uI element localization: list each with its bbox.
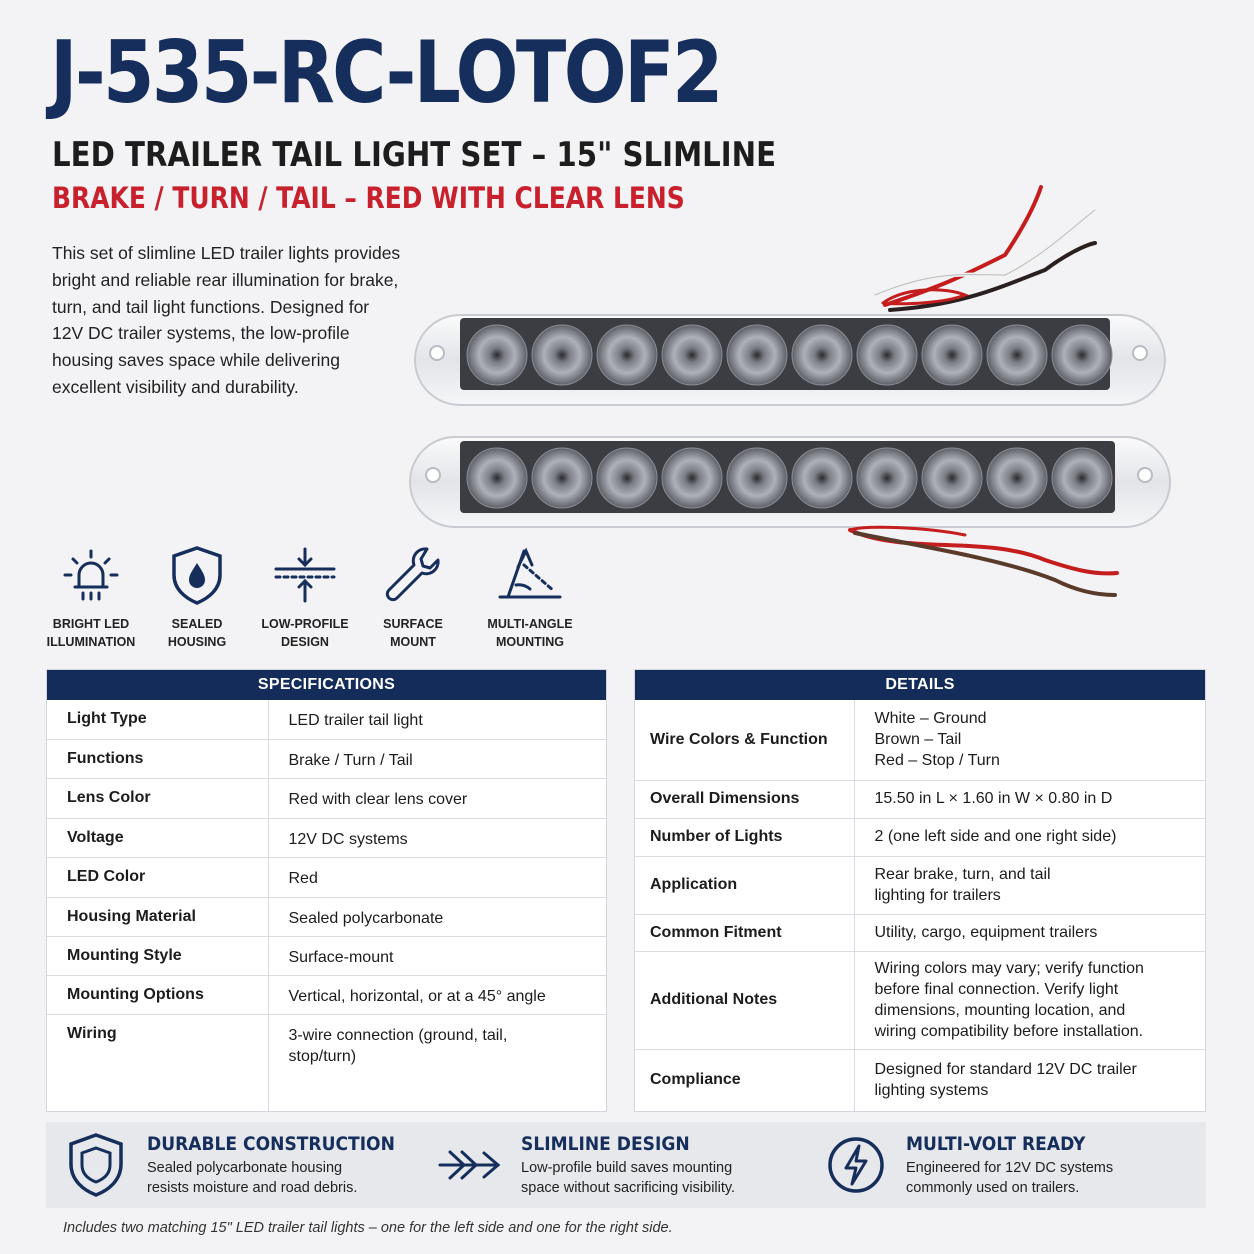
wrench-icon bbox=[383, 545, 443, 605]
highlight-slimline: SLIMLINE DESIGN Low-profile build saves mounting space without sacrificing visibility. bbox=[436, 1122, 816, 1208]
table-row: Light Type LED trailer tail light bbox=[47, 700, 606, 739]
table-row: Application Rear brake, turn, and tail lighting for trailers bbox=[635, 856, 1205, 914]
table-row: Number of Lights 2 (one left side and one right side) bbox=[635, 818, 1205, 856]
top-wires bbox=[875, 187, 1095, 310]
bolt-icon bbox=[826, 1132, 886, 1198]
feature-multi-angle: MULTI-ANGLE MOUNTING bbox=[475, 545, 585, 651]
table-row: LED Color Red bbox=[47, 857, 606, 897]
footnote: Includes two matching 15" LED trailer tail lights – one for the left side and one for the right side. bbox=[63, 1220, 673, 1236]
table-row: Compliance Designed for standard 12V DC trailer lighting systems bbox=[635, 1049, 1205, 1111]
highlight-durable: DURABLE CONSTRUCTION Sealed polycarbonate housing resists moisture and road debris. bbox=[66, 1122, 426, 1208]
table-row: Overall Dimensions 15.50 in L × 1.60 in W × 0.80 in D bbox=[635, 780, 1205, 818]
table-row: Mounting Style Surface-mount bbox=[47, 936, 606, 975]
shield-icon bbox=[66, 1132, 126, 1198]
feature-bright-led: BRIGHT LED ILLUMINATION bbox=[36, 545, 146, 651]
angle-icon bbox=[496, 545, 564, 605]
table-row: Voltage 12V DC systems bbox=[47, 818, 606, 857]
tail-light-top bbox=[415, 315, 1165, 405]
highlights-bar bbox=[46, 1122, 1206, 1208]
intro-paragraph: This set of slimline LED trailer lights provides bright and reliable rear illumination for brake, turn, and tail light functions. Designed for 12V DC trailer systems, the low-profile housing saves space while delivering excellent visibility and durability. bbox=[52, 243, 401, 397]
feature-surface-mount: SURFACE MOUNT bbox=[358, 545, 468, 651]
table-row: Lens Color Red with clear lens cover bbox=[47, 778, 606, 818]
details-heading: DETAILS bbox=[635, 670, 1205, 700]
product-subtitle: BRAKE / TURN / TAIL – RED WITH CLEAR LENS bbox=[52, 181, 685, 215]
feature-low-profile: LOW-PROFILE DESIGN bbox=[250, 545, 360, 651]
product-sku: J-535-RC-LOTOF2 bbox=[50, 23, 721, 123]
bright-led-icon bbox=[61, 545, 121, 605]
table-row: Common Fitment Utility, cargo, equipment trailers bbox=[635, 914, 1205, 951]
details-table bbox=[635, 700, 1205, 1111]
feature-sealed-housing: SEALED HOUSING bbox=[142, 545, 252, 651]
details-panel bbox=[634, 669, 1206, 1112]
sealed-housing-icon bbox=[167, 545, 227, 605]
low-profile-icon bbox=[273, 545, 337, 605]
product-title: LED TRAILER TAIL LIGHT SET – 15" SLIMLINE bbox=[52, 135, 777, 175]
tail-light-bottom bbox=[410, 437, 1170, 527]
table-row: Wiring 3-wire connection (ground, tail, stop/turn) bbox=[47, 1014, 606, 1111]
specifications-panel bbox=[46, 669, 607, 1112]
feature-icons-row bbox=[40, 545, 600, 655]
table-row: Housing Material Sealed polycarbonate bbox=[47, 897, 606, 936]
specifications-heading: SPECIFICATIONS bbox=[47, 670, 606, 700]
highlight-multivolt: MULTI-VOLT READY Engineered for 12V DC systems commonly used on trailers. bbox=[826, 1122, 1186, 1208]
bottom-wires bbox=[850, 527, 1117, 595]
slim-arrow-icon bbox=[436, 1132, 502, 1198]
table-row: Additional Notes Wiring colors may vary; verify function before final connection. Verify light dimensions, mounting location, and wiring compatibility before installation. bbox=[635, 951, 1205, 1049]
specifications-table bbox=[47, 700, 606, 1111]
table-row: Functions Brake / Turn / Tail bbox=[47, 739, 606, 778]
table-row: Mounting Options Vertical, horizontal, or at a 45° angle bbox=[47, 975, 606, 1014]
table-row: Wire Colors & Function White – Ground Brown – Tail Red – Stop / Turn bbox=[635, 700, 1205, 780]
product-image bbox=[405, 175, 1175, 605]
